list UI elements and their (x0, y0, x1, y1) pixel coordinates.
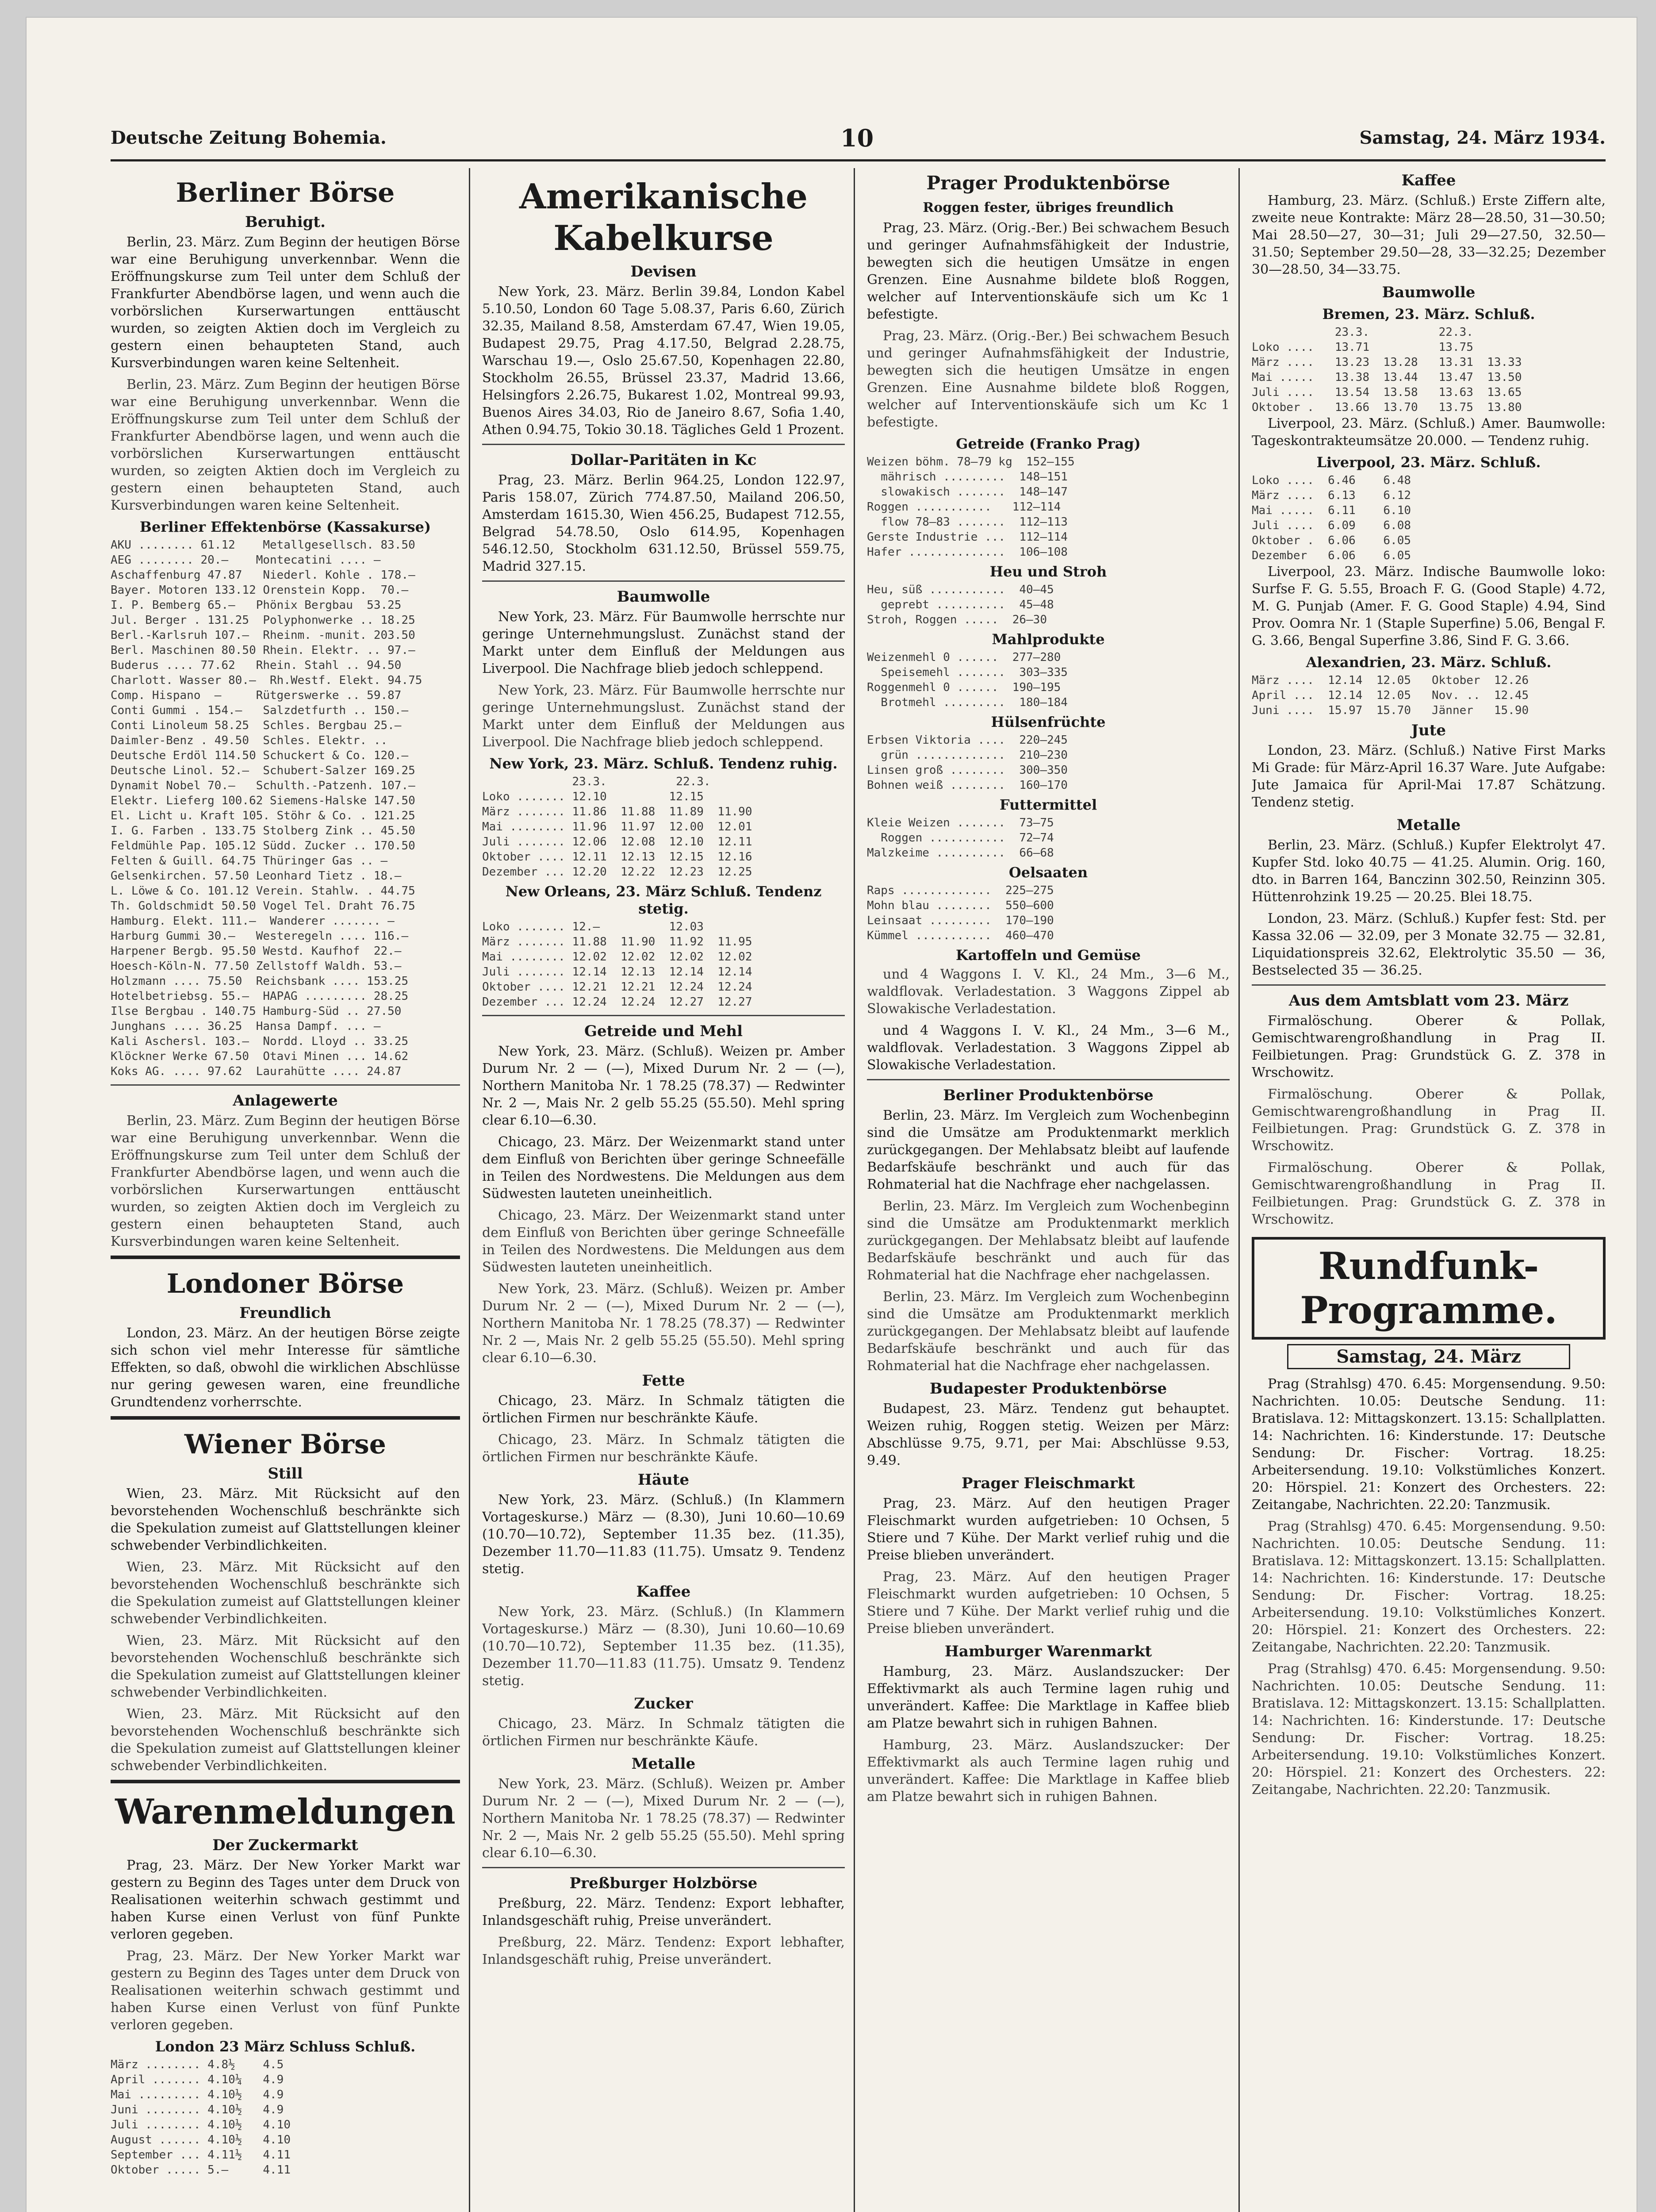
section-subtitle: Häute (637, 1471, 690, 1489)
quote-table: Loko ....... 12.— 12.03 März ....... 11.88 11.90 11.92 11.95 Mai ........ 12.02 12.02 12.02 12.02 Juli ....... 12.14 12.13 12.14 12.14 Oktober .... 12.21 12.21 12.24 12.24 Dezember ... 12.24 12.24 12.27 12.27 (482, 920, 752, 1009)
article-text: Hamburg, 23. März. Auslandszucker: Der Effektivmarkt als auch Termine lagen ruhig und unverändert. Kaffee: Die Marktlage in Kaffee blieb am Platze bewahrt sich in ruhigen Bahnen. (867, 1737, 1230, 1805)
section-subtitle: Fette (642, 1372, 685, 1390)
column-divider (1238, 168, 1240, 2212)
article-text: New York, 23. März. Für Baumwolle herrschte nur geringe Unternehmungslust. Zunächst stand der Markt unter dem Einfluß der Meldungen aus Liverpool. Die Nachfrage blieb jedoch schleppend. (482, 609, 845, 676)
article-text: Chicago, 23. März. In Schmalz tätigten die örtlichen Firmen nur beschränkte Käufe. (482, 1393, 845, 1426)
list-heading: Mahlprodukte (992, 631, 1105, 648)
article-text: New York, 23. März. (Schluß.) (In Klammern Vortageskurse.) März — (8.30), Juni 10.60—10.69 (10.70—10.72), September 11.35 bez. (11.35), Dezember 11.70—11.83 (11.75). Umsatz 9. Tendenz stetig. (482, 1492, 845, 1577)
section-title: Prager Produktenbörse (926, 172, 1170, 194)
article-text: Berlin, 23. März. (Schluß.) Kupfer Elektrolyt 47. Kupfer Std. loko 40.75 — 41.25. Alumin. Orig. 160, dto. in Barren 164, Banczinn 302.50, Reinzinn 305. Hüttenrohzink 19.25 — 20.25. Blei 18.75. (1252, 837, 1606, 905)
quote-table: 23.3. 22.3. Loko .... 13.71 13.75 März .... 13.23 13.28 13.31 13.33 Mai ..... 13.38 13.44 13.47 13.50 Juli .... 13.54 13.58 13.63 13.65 Oktober . 13.66 13.70 13.75 13.80 (1252, 326, 1522, 414)
section-subtitle: Aus dem Amtsblatt vom 23. März (1288, 992, 1569, 1010)
article-text: New York, 23. März. (Schluß). Weizen pr. Amber Durum Nr. 2 — (—), Mixed Durum Nr. 2 — (—), Northern Manitoba Nr. 1 78.25 (78.37) — Redwinter Nr. 2 —, Mais Nr. 2 gelb 55.25 (55.50). Mehl spring clear 6.10—6.30. (482, 1776, 845, 1861)
section-subtitle: Jute (1411, 722, 1446, 739)
column-2 (482, 168, 845, 2212)
section-subtitle: Devisen (630, 263, 697, 280)
quote-table: 23.3. 22.3. Loko ....... 12.10 12.15 März ....... 11.86 11.88 11.89 11.90 Mai ........ 11.96 11.97 12.00 12.01 Juli ....... 12.06 12.08 12.10 12.11 Oktober .... 12.11 12.13 12.15 12.16 Dezember ... 12.20 12.22 12.23 12.25 (482, 775, 752, 879)
section-subtitle: Baumwolle (617, 588, 710, 606)
article-text: Prag, 23. März. (Orig.-Ber.) Bei schwachem Besuch und geringer Aufnahmsfähigkeit der Industrie, bewegten sich die heutigen Umsätze in engen Grenzen. Eine Ausnahme bildete bloß Roggen, welcher auf Interventionskäufe sich um Kc 1 befestigte. (867, 220, 1230, 322)
article-text: Prag, 23. März. Der New Yorker Markt war gestern zu Beginn des Tages unter dem Druck von Realisationen weiterhin schwach gestimmt und haben Kurse einen Verlust von fünf Punkte verloren gegeben. (111, 1858, 460, 1942)
divider (111, 1780, 460, 1783)
column-3 (867, 168, 1230, 2212)
section-subtitle: Dollar-Paritäten in Kc (570, 451, 757, 469)
article-text: Berlin, 23. März. Zum Beginn der heutigen Börse war eine Beruhigung unverkennbar. Wenn die Eröffnungskurse zum Teil unter dem Schluß der Frankfurter Abendbörse lagen, und wenn auch die vorbörslichen Kurserwartungen enttäuscht wurden, so zeigten Aktien doch im Vergleich zu gestern einen behaupteten Stand, auch Kursverbindungen waren keine Seltenheit. (111, 234, 460, 371)
article-text: Prag, 23. März. (Orig.-Ber.) Bei schwachem Besuch und geringer Aufnahmsfähigkeit der Industrie, bewegten sich die heutigen Umsätze in engen Grenzen. Eine Ausnahme bildete bloß Roggen, welcher auf Interventionskäufe sich um Kc 1 befestigte. (867, 328, 1230, 430)
price-list: Raps ............. 225—275 Mohn blau ........ 550—600 Leinsaat ......... 170—190 Kümmel ........... 460—470 (867, 884, 1054, 942)
section-subtitle: Still (268, 1465, 303, 1482)
section-title: Amerikanische Kabelkurse (519, 177, 808, 258)
article-text: New York, 23. März. (Schluß). Weizen pr. Amber Durum Nr. 2 — (—), Mixed Durum Nr. 2 — (—), Northern Manitoba Nr. 1 78.25 (78.37) — Redwinter Nr. 2 —, Mais Nr. 2 gelb 55.25 (55.50). Mehl spring clear 6.10—6.30. (482, 1044, 845, 1128)
article-text: Berlin, 23. März. Im Vergleich zum Wochenbeginn sind die Umsätze am Produktenmarkt merklich zurückgegangen. Der Mehlabsatz bleibt auf laufende Bedarfskäufe beschränkt und auch für das Rohmaterial hat die Nachfrage eher nachgelassen. (867, 1289, 1230, 1374)
column-4 (1252, 168, 1606, 2212)
article-text: Chicago, 23. März. Der Weizenmarkt stand unter dem Einfluß von Berichten über geringe Schneefälle in Teilen des Nordwestens. Die Meldungen aus dem Südwesten lauteten uneinheitlich. (482, 1134, 845, 1202)
section-subtitle: Freundlich (239, 1304, 331, 1322)
column-divider (854, 168, 855, 2212)
article-text: Prag (Strahlsg) 470. 6.45: Morgensendung. 9.50: Nachrichten. 10.05: Deutsche Sendung. 11: Bratislava. 12: Mittagskonzert. 13.15: Schallplatten. 14: Nachrichten. 16: Kinderstunde. 17: Deutsche Sendung: Dr. Fischer: Vortrag. 18.25: Arbeitersendung. 19.10: Volkstümliches Konzert. 20: Hörspiel. 21: Konzert des Orchesters. 22: Zeitangabe, Nachrichten. 22.20: Tanzmusik. (1252, 1519, 1606, 1655)
table-heading: London 23 März Schluss Schluß. (155, 2038, 416, 2055)
article-text: und 4 Waggons I. V. Kl., 24 Mm., 3—6 M., waldflovak. Verladestation. 3 Waggons Zippel ab Slowakische Verladestation. (867, 967, 1230, 1017)
price-list: Erbsen Viktoria .... 220—245 grün ............. 210—230 Linsen groß ........ 300—350 Bohnen weiß ........ 160—170 (867, 733, 1068, 792)
list-heading: Heu und Stroh (989, 563, 1107, 580)
column-divider (469, 168, 470, 2212)
article-text: Firmalöschung. Oberer & Pollak, Gemischtwarengroßhandlung in Prag II. Feilbietungen. Prag: Grundstück G. Z. 378 in Wrschowitz. (1252, 1087, 1606, 1154)
article-text: Chicago, 23. März. In Schmalz tätigten die örtlichen Firmen nur beschränkte Käufe. (482, 1432, 845, 1465)
divider (482, 1867, 845, 1868)
article-text: Liverpool, 23. März. Indische Baumwolle loko: Surfse F. G. 5.55, Broach F. G. (Good Staple) 4.72, M. G. Punjab (Amer. F. G. Good Staple) 4.94, Sind Prov. Oomra Nr. 1 (Staple Superfine) 5.06, Bengal F. G. 3.66, Bengal Superfine 3.86, Sind F. G. 3.66. (1252, 564, 1606, 649)
article-text: Preßburg, 22. März. Tendenz: Export lebhafter, Inlandsgeschäft ruhig, Preise unverändert. (482, 1896, 845, 1928)
article-text: London, 23. März. (Schluß.) Kupfer fest: Std. per Kassa 32.06 — 32.09, per 3 Monate 32.75 — 32.81, Liquidationspreis 32.62, Elektrolytic 35.50 — 36, Bestselected 35 — 36.25. (1252, 911, 1606, 978)
list-heading: Oelsaaten (1008, 864, 1088, 881)
article-text: Firmalöschung. Oberer & Pollak, Gemischtwarengroßhandlung in Prag II. Feilbietungen. Prag: Grundstück G. Z. 378 in Wrschowitz. (1252, 1013, 1606, 1080)
section-subtitle: Metalle (631, 1755, 696, 1773)
section-title: Hamburger Warenmarkt (944, 1643, 1152, 1660)
article-text: New York, 23. März. (Schluß). Weizen pr. Amber Durum Nr. 2 — (—), Mixed Durum Nr. 2 — (—), Northern Manitoba Nr. 1 78.25 (78.37) — Redwinter Nr. 2 —, Mais Nr. 2 gelb 55.25 (55.50). Mehl spring clear 6.10—6.30. (482, 1281, 845, 1366)
section-title: Wiener Börse (184, 1429, 386, 1460)
article-text: Prag (Strahlsg) 470. 6.45: Morgensendung. 9.50: Nachrichten. 10.05: Deutsche Sendung. 11: Bratislava. 12: Mittagskonzert. 13.15: Schallplatten. 14: Nachrichten. 16: Kinderstunde. 17: Deutsche Sendung: Dr. Fischer: Vortrag. 18.25: Arbeitersendung. 19.10: Volkstümliches Konzert. 20: Hörspiel. 21: Konzert des Orchesters. 22: Zeitangabe, Nachrichten. 22.20: Tanzmusik. (1252, 1376, 1606, 1513)
section-subtitle: Preßburger Holzbörse (569, 1874, 758, 1892)
article-text: Berlin, 23. März. Im Vergleich zum Wochenbeginn sind die Umsätze am Produktenmarkt merklich zurückgegangen. Der Mehlabsatz bleibt auf laufende Bedarfskäufe beschränkt und auch für das Rohmaterial hat die Nachfrage eher nachgelassen. (867, 1108, 1230, 1192)
section-title: Warenmeldungen (115, 1792, 456, 1832)
article-text: Berlin, 23. März. Zum Beginn der heutigen Börse war eine Beruhigung unverkennbar. Wenn die Eröffnungskurse zum Teil unter dem Schluß der Frankfurter Abendbörse lagen, und wenn auch die vorbörslichen Kurserwartungen enttäuscht wurden, so zeigten Aktien doch im Vergleich zu gestern einen behaupteten Stand, auch Kursverbindungen waren keine Seltenheit. (111, 377, 460, 513)
section-subtitle: Baumwolle (1382, 284, 1476, 301)
list-heading: Hülsenfrüchte (991, 714, 1106, 730)
divider (111, 1256, 460, 1259)
article-text: New York, 23. März. (Schluß.) (In Klammern Vortageskurse.) März — (8.30), Juni 10.60—10.69 (10.70—10.72), September 11.35 bez. (11.35), Dezember 11.70—11.83 (11.75). Umsatz 9. Tendenz stetig. (482, 1604, 845, 1689)
page-number: 10 (840, 124, 874, 152)
article-text: Wien, 23. März. Mit Rücksicht auf den bevorstehenden Wochenschluß beschränkte sich die Spekulation zumeist auf Glattstellungen kleiner schwebender Verbindlichkeiten. (111, 1706, 460, 1774)
list-heading: Futtermittel (999, 796, 1097, 813)
masthead (111, 119, 1606, 161)
table-heading: Liverpool, 23. März. Schluß. (1316, 454, 1541, 471)
article-text: Prag (Strahlsg) 470. 6.45: Morgensendung. 9.50: Nachrichten. 10.05: Deutsche Sendung. 11: Bratislava. 12: Mittagskonzert. 13.15: Schallplatten. 14: Nachrichten. 16: Kinderstunde. 17: Deutsche Sendung: Dr. Fischer: Vortrag. 18.25: Arbeitersendung. 19.10: Volkstümliches Konzert. 20: Hörspiel. 21: Konzert des Orchesters. 22: Zeitangabe, Nachrichten. 22.20: Tanzmusik. (1252, 1661, 1606, 1797)
quote-table: März ........ 4.8½ 4.5 April ....... 4.10¼ 4.9 Mai ......... 4.10½ 4.9 Juni ........ 4.10½ 4.9 Juli ........ 4.10½ 4.10 August ...... 4.10½ 4.10 September ... 4.11½ 4.11 Oktober ..... 5.— 4.11 (111, 2058, 291, 2177)
divider (111, 1084, 460, 1086)
quote-table: AKU ........ 61.12 Metallgesellsch. 83.50 AEG ........ 20.— Montecatini .... — Aschaffenburg 47.87 Niederl. Kohle . 178.— Bayer. Motoren 133.12 Orenstein Kopp. 70.— I. P. Bemberg 65.— Phönix Bergbau 53.25 Jul. Berger . 131.25 Polyphonwerke .. 18.25 Berl.-Karlsruh 107.— Rheinm. -munit. 203.50 Berl. Maschinen 80.50 Rhein. Elektr. .. 97.— Buderus .... 77.62 Rhein. Stahl .. 94.50 Charlott. Wasser 80.— Rh.Westf. Elekt. 94.75 Comp. Hispano — Rütgerswerke .. 59.87 Conti Gummi . 154.— Salzdetfurth .. 150.— Conti Linoleum 58.25 Schles. Bergbau 25.— Daimler-Benz . 49.50 Schles. Elektr. .. Deutsche Erdöl 114.50 Schuckert & Co. 120.— Deutsche Linol. 52.— Schubert-Salzer 169.25 Dynamit Nobel 70.— Schulth.-Patzenh. 107.— Elektr. Lieferg 100.62 Siemens-Halske 147.50 El. Licht u. Kraft 105. Stöhr & Co. . 121.25 I. G. Farben . 133.75 Stolberg Zink .. 45.50 Feldmühle Pap. 105.12 Südd. Zucker .. 170.50 Felten & Guill. 64.75 Thüringer Gas .. — Gelsenkirchen. 57.50 Leonhard Tietz . 18.— L. Löwe & Co. 101.12 Verein. Stahlw. . 44.75 Th. Goldschmidt 50.50 Vogel Tel. Draht 76.75 Hamburg. Elekt. 111.— Wanderer ....... — Harburg Gummi 30.— Westeregeln .... 116.— Harpener Bergb. 95.50 Westd. Kaufhof 22.— Hoesch-Köln-N. 77.50 Zellstoff Waldh. 53.— Holzmann .... 75.50 Reichsbank .... 153.25 Hotelbetriebsg. 55.— HAPAG ......... 28.25 Ilse Bergbau . 140.75 Hamburg-Süd .. 27.50 Junghans .... 36.25 Hansa Dampf. ... — Kali Aschersl. 103.— Nordd. Lloyd .. 33.25 Klöckner Werke 67.50 Otavi Minen ... 14.62 Koks AG. .... 97.62 Laurahütte .... 24.87 (111, 538, 422, 1078)
section-subtitle: Beruhigt. (245, 213, 326, 231)
article-text: Berlin, 23. März. Zum Beginn der heutigen Börse war eine Beruhigung unverkennbar. Wenn die Eröffnungskurse zum Teil unter dem Schluß der Frankfurter Abendbörse lagen, und wenn auch die vorbörslichen Kurserwartungen enttäuscht wurden, so zeigten Aktien doch im Vergleich zu gestern einen behaupteten Stand, auch Kursverbindungen waren keine Seltenheit. (111, 1113, 460, 1249)
divider (867, 1079, 1230, 1080)
article-text: New York, 23. März. Für Baumwolle herrschte nur geringe Unternehmungslust. Zunächst stand der Markt unter dem Einfluß der Meldungen aus Liverpool. Die Nachfrage blieb jedoch schleppend. (482, 683, 845, 750)
article-text: London, 23. März. (Schluß.) Native First Marks Mi Grade: für März-April 16.37 Ware. Jute Aufgabe: Jute Jamaica für April-Mai 17.87 Schätzung. Tendenz stetig. (1252, 743, 1606, 810)
price-list: Weizen böhm. 78—79 kg 152—155 mährisch ......... 148—151 slowakisch ....... 148—147 Roggen ........... 112—114 flow 78—83 ....... 112—113 Gerste Industrie ... 112—114 Hafer .............. 106—108 (867, 455, 1075, 559)
newspaper-name: Deutsche Zeitung Bohemia. (111, 127, 387, 148)
section-subtitle: Roggen fester, übriges freundlich (923, 200, 1174, 215)
article-text: Preßburg, 22. März. Tendenz: Export lebhafter, Inlandsgeschäft ruhig, Preise unverändert. (482, 1935, 845, 1967)
table-heading: Bremen, 23. März. Schluß. (1322, 306, 1535, 323)
article-text: Berlin, 23. März. Im Vergleich zum Wochenbeginn sind die Umsätze am Produktenmarkt merklich zurückgegangen. Der Mehlabsatz bleibt auf laufende Bedarfskäufe beschränkt und auch für das Rohmaterial hat die Nachfrage eher nachgelassen. (867, 1198, 1230, 1283)
section-title: Londoner Börse (166, 1268, 404, 1299)
list-heading: Getreide (Franko Prag) (956, 435, 1141, 452)
article-text: London, 23. März. An der heutigen Börse zeigte sich schon viel mehr Interesse für sämtliche Effekten, so daß, obwohl die wirklichen Abschlüsse nur gering gewesen waren, eine freundliche Grundtendenz vorherrschte. (111, 1325, 460, 1410)
article-text: Hamburg, 23. März. (Schluß.) Erste Ziffern alte, zweite neue Kontrakte: März 28—28.50, 31—30.50; Mai 28.50—27, 30—31; Juli 29—27.50, 32.50—31.50; September 29.50—28, 33—32.25; Dezember 30—28.50, 34—33.75. (1252, 193, 1606, 277)
article-text: Wien, 23. März. Mit Rücksicht auf den bevorstehenden Wochenschluß beschränkte sich die Spekulation zumeist auf Glattstellungen kleiner schwebender Verbindlichkeiten. (111, 1486, 460, 1553)
article-text: und 4 Waggons I. V. Kl., 24 Mm., 3—6 M., waldflovak. Verladestation. 3 Waggons Zippel ab Slowakische Verladestation. (867, 1023, 1230, 1073)
price-list: Kleie Weizen ....... 73—75 Roggen ........... 72—74 Malzkeime .......... 66—68 (867, 816, 1054, 860)
divider (482, 444, 845, 445)
quote-table: Loko .... 6.46 6.48 März .... 6.13 6.12 Mai ..... 6.11 6.10 Juli .... 6.09 6.08 Oktober . 6.06 6.05 Dezember 6.06 6.05 (1252, 474, 1411, 562)
section-title: Budapester Produktenbörse (929, 1380, 1167, 1398)
newspaper-page (27, 18, 1637, 2212)
section-subtitle: Anlagewerte (233, 1092, 338, 1110)
divider (111, 1416, 460, 1420)
article-text: Wien, 23. März. Mit Rücksicht auf den bevorstehenden Wochenschluß beschränkte sich die Spekulation zumeist auf Glattstellungen kleiner schwebender Verbindlichkeiten. (111, 1633, 460, 1700)
divider (482, 580, 845, 582)
section-title: Berliner Börse (176, 177, 395, 208)
table-heading: New York, 23. März. Schluß. Tendenz ruhig. (489, 755, 838, 772)
section-subtitle: Kaffee (636, 1583, 691, 1601)
divider (482, 1015, 845, 1016)
section-subtitle: Zucker (634, 1695, 693, 1713)
article-text: Chicago, 23. März. Der Weizenmarkt stand unter dem Einfluß von Berichten über geringe Schneefälle in Teilen des Nordwestens. Die Meldungen aus dem Südwesten lauteten uneinheitlich. (482, 1208, 845, 1275)
radio-programs-title: Rundfunk-Programme. (1252, 1237, 1606, 1340)
table-heading: Alexandrien, 23. März. Schluß. (1306, 654, 1552, 671)
article-text: New York, 23. März. Berlin 39.84, London Kabel 5.10.50, London 60 Tage 5.08.37, Paris 6.60, Zürich 32.35, Mailand 8.58, Amsterdam 67.47, Wien 19.05, Budapest 29.75, Prag 4.17.50, Belgrad 2.28.75, Warschau 19.—, Oslo 25.67.50, Kopenhagen 22.80, Stockholm 26.55, Brüssel 23.37, Madrid 13.66, Helsingfors 2.26.75, Bukarest 1.02, Montreal 99.93, Buenos Aires 34.03, Rio de Janeiro 8.67, Sofia 1.40, Athen 0.94.75, Tokio 30.18. Tägliches Geld 1 Prozent. (482, 284, 845, 438)
article-text: Wien, 23. März. Mit Rücksicht auf den bevorstehenden Wochenschluß beschränkte sich die Spekulation zumeist auf Glattstellungen kleiner schwebender Verbindlichkeiten. (111, 1559, 460, 1627)
article-text: Budapest, 23. März. Tendenz gut behauptet. Weizen ruhig, Roggen stetig. Weizen per März: Abschlüsse 9.75, 9.71, per Mai: Abschlüsse 9.53, 9.49. (867, 1401, 1230, 1468)
section-subtitle: Kaffee (1401, 172, 1456, 189)
divider (1252, 984, 1606, 986)
section-subtitle: Der Zuckermarkt (212, 1836, 358, 1854)
price-list: Heu, süß ........... 40—45 geprebt .......... 45—48 Stroh, Roggen ..... 26—30 (867, 583, 1054, 626)
issue-date: Samstag, 24. März 1934. (1359, 127, 1606, 148)
price-list: Weizenmehl 0 ...... 277—280 Speisemehl ....... 303—335 Roggenmehl 0 ...... 190—195 Brotmehl ......... 180—184 (867, 651, 1068, 709)
column-1 (111, 168, 460, 2212)
quote-table: März .... 12.14 12.05 Oktober 12.26 April ... 12.14 12.05 Nov. .. 12.45 Juni .... 15.97 15.70 Jänner 15.90 (1252, 674, 1529, 717)
article-text: Prag, 23. März. Auf den heutigen Prager Fleischmarkt wurden aufgetrieben: 10 Ochsen, 5 Stiere und 7 Kühe. Der Markt verlief ruhig und die Preise blieben unverändert. (867, 1496, 1230, 1563)
list-heading: Kartoffeln und Gemüse (956, 947, 1141, 964)
article-text: Firmalöschung. Oberer & Pollak, Gemischtwarengroßhandlung in Prag II. Feilbietungen. Prag: Grundstück G. Z. 378 in Wrschowitz. (1252, 1160, 1606, 1227)
article-text: Liverpool, 23. März. (Schluß.) Amer. Baumwolle: Tageskontrakteumsätze 20.000. — Tendenz ruhig. (1252, 416, 1606, 449)
section-title: Prager Fleischmarkt (961, 1475, 1135, 1492)
table-heading: New Orleans, 23. März Schluß. Tendenz stetig. (505, 883, 822, 917)
section-subtitle: Getreide und Mehl (584, 1022, 743, 1040)
article-text: Prag, 23. März. Der New Yorker Markt war gestern zu Beginn des Tages unter dem Druck von Realisationen weiterhin schwach gestimmt und haben Kurse einen Verlust von fünf Punkte verloren gegeben. (111, 1948, 460, 2033)
section-subtitle: Metalle (1396, 816, 1461, 834)
article-text: Hamburg, 23. März. Auslandszucker: Der Effektivmarkt als auch Termine lagen ruhig und unverändert. Kaffee: Die Marktlage in Kaffee blieb am Platze bewahrt sich in ruhigen Bahnen. (867, 1664, 1230, 1731)
section-title: Berliner Produktenbörse (943, 1087, 1154, 1104)
article-text: Prag, 23. März. Berlin 964.25, London 122.97, Paris 158.07, Zürich 774.87.50, Mailand 206.50, Amsterdam 1615.30, Wien 456.25, Budapest 712.55, Belgrad 54.78.50, Oslo 614.95, Kopenhagen 546.12.50, Stockholm 631.12.50, Brüssel 559.75, Madrid 327.15. (482, 472, 845, 574)
article-text: Prag, 23. März. Auf den heutigen Prager Fleischmarkt wurden aufgetrieben: 10 Ochsen, 5 Stiere und 7 Kühe. Der Markt verlief ruhig und die Preise blieben unverändert. (867, 1569, 1230, 1636)
table-heading: Berliner Effektenbörse (Kassakurse) (139, 518, 431, 535)
article-text: Chicago, 23. März. In Schmalz tätigten die örtlichen Firmen nur beschränkte Käufe. (482, 1716, 845, 1749)
radio-programs-date: Samstag, 24. März (1287, 1344, 1570, 1369)
